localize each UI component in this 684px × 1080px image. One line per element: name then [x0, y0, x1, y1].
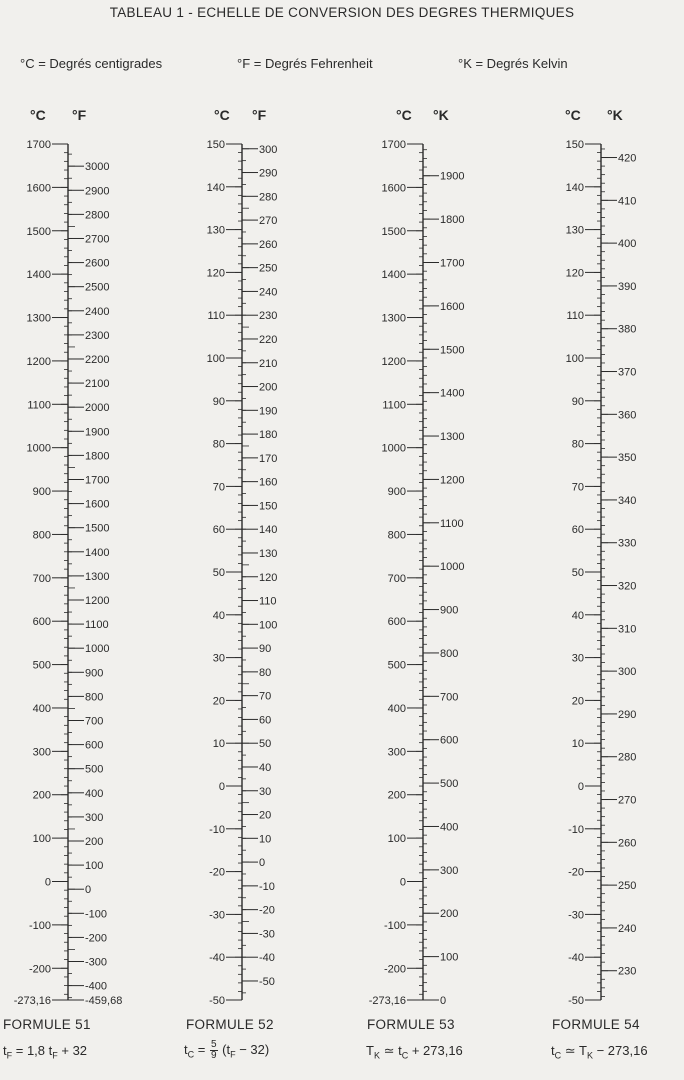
scale-4-left-label: 150	[565, 139, 584, 151]
scale-1-right-label: 2800	[85, 209, 110, 222]
scale-4-right-label: 330	[618, 537, 637, 550]
scale-3-left-label: 1200	[381, 355, 406, 368]
scale-3-left-label: 1600	[381, 182, 406, 195]
scale-3-left-label: 700	[387, 572, 406, 585]
scale-2-right-label: 20	[259, 809, 272, 822]
scale-2-left-label: 40	[212, 609, 225, 622]
scale-1-right-label: 2200	[85, 353, 110, 366]
scale-3-right-label: 1800	[440, 214, 465, 227]
scale-1-left-label: -273,16	[13, 995, 51, 1007]
scale-1-right-label: 2500	[85, 281, 110, 294]
formula-52-name: FORMULE 52	[186, 1017, 274, 1032]
scale-4-right-label: 270	[618, 794, 637, 807]
formula-51-equation: $t_F = 1,8$ $t_F + 32$	[3, 1043, 88, 1061]
scale-3-left-label: 1000	[381, 442, 406, 455]
scale-1-left-label: 200	[32, 789, 51, 802]
scale-1-left-label: 600	[32, 616, 51, 629]
scale-2-right-label: 250	[259, 262, 278, 275]
scale-1-left-label: 900	[32, 486, 51, 499]
scale-2-right-label: 100	[259, 619, 278, 632]
scale4-left-unit: °C	[565, 107, 581, 123]
scale-2-left-label: 140	[206, 181, 225, 194]
scale-3-right-label: 200	[440, 908, 459, 921]
formula-53-equation: $T_K$ ≃ $t_C + 273,16$	[366, 1043, 463, 1061]
scale-2-right-label: 70	[259, 690, 272, 703]
scale-2-left-label: 50	[212, 567, 225, 579]
scale-4-right-label: 380	[618, 323, 637, 336]
scale-2-left-label: 110	[207, 310, 225, 323]
scale-3-right-label: 500	[440, 778, 459, 791]
scale-4-left-label: 50	[571, 567, 584, 579]
scale-2-right-label: 50	[259, 738, 272, 751]
scale-2-right-label: 150	[259, 500, 278, 513]
scale4-right-unit: °K	[607, 107, 623, 123]
scale-1-left-label: 1200	[26, 355, 51, 368]
scale-3-right-label: 400	[440, 821, 459, 834]
scale-1-left-label: 1000	[26, 442, 51, 455]
scale-2-right-label: 60	[259, 714, 272, 727]
scale-3-left-label: 1100	[382, 399, 406, 412]
scale-2-right-label: 240	[259, 286, 278, 299]
scale-4-left-label: 60	[571, 524, 584, 537]
scale-2-left-label: 70	[212, 481, 225, 494]
scale-3-right-label: 900	[440, 604, 459, 617]
scale-4-left-label: 70	[571, 481, 584, 494]
scale-2-right-label: 290	[259, 167, 278, 180]
scale-1-right-label: 3000	[85, 161, 110, 174]
scale-1-left-label: 100	[32, 833, 51, 846]
scale-3-left-label: -200	[383, 963, 406, 976]
scale-3-right-label: 700	[440, 691, 459, 704]
scale-1-left-label: 700	[32, 572, 51, 585]
scale-1-right-label: 400	[85, 787, 104, 800]
scale-2-right-label: 190	[259, 405, 278, 418]
scale-1-left-label: -100	[28, 919, 51, 932]
scale-1-right-label: 0	[85, 884, 92, 897]
scale-1-right-label: 2300	[85, 329, 110, 342]
scale-1-right-label: 1000	[85, 643, 110, 656]
scale-3-right-label: 1100	[440, 517, 464, 530]
legend-fahrenheit: °F = Degrés Fehrenheit	[237, 56, 373, 71]
scale-1-right-label: 1600	[85, 498, 110, 511]
scale-3-right-label: 600	[440, 734, 459, 747]
scale-1-right-label: 1400	[85, 546, 110, 559]
scale-2-right-label: 160	[259, 476, 278, 489]
page-title: TABLEAU 1 - ECHELLE DE CONVERSION DES DEGRES THERMIQUES	[109, 5, 575, 20]
scale-4-right-label: 250	[618, 880, 637, 893]
scale-1-left-label: 1700	[26, 139, 51, 151]
scale-1-right-label: -400	[85, 980, 108, 993]
scale-1-right-label: 1200	[85, 594, 110, 607]
scale1-right-unit: °F	[72, 107, 87, 123]
legend-celsius: °C = Degrés centigrades	[20, 56, 163, 71]
scale-4-right-label: 360	[618, 409, 637, 422]
scale-2-right-label: 260	[259, 238, 278, 251]
scale-2-right-label: 140	[259, 524, 278, 537]
formula-54-name: FORMULE 54	[552, 1017, 640, 1032]
scale-1-right-label: -100	[85, 908, 108, 921]
scale-2-right-label: -10	[259, 880, 275, 893]
scale-3-right-label: 0	[440, 995, 447, 1007]
scale-3-right-label: 1700	[440, 257, 465, 270]
scale-4-right-label: 420	[618, 152, 637, 165]
scale-4-right-label: 230	[618, 965, 637, 978]
scale-1-right-label: 1100	[85, 619, 109, 632]
scale-4-left-label: 10	[571, 738, 584, 751]
scale3-left-unit: °C	[396, 107, 412, 123]
formula-52-equation: $t_C$ = $\frac{5}{9}$ $(t_F - 32)$	[184, 1039, 270, 1061]
scale-1-left-label: 1600	[26, 182, 51, 195]
scale-3-right-label: 1500	[440, 344, 465, 357]
scale-4-left-label: 110	[566, 310, 584, 323]
scale-3-left-label: 200	[387, 789, 406, 802]
scale-2-right-label: -30	[259, 928, 275, 941]
scale-1-right-label: -200	[85, 932, 108, 945]
scale-1-right-label: 500	[85, 763, 104, 776]
scale-2-right-label: 120	[259, 571, 278, 584]
scale-2-right-label: 0	[259, 857, 266, 870]
scale-1-right-label: 2000	[85, 402, 110, 415]
scale-2-left-label: 130	[206, 224, 225, 237]
scale-1-right-label: 600	[85, 739, 104, 752]
scale-2-left-label: 20	[212, 695, 225, 708]
scale-2-left-label: 0	[218, 781, 225, 793]
scale-3-right-label: 100	[440, 951, 459, 964]
scale-1-left-label: 1100	[27, 399, 51, 412]
scale-3-right-label: 300	[440, 864, 459, 877]
scale-3-left-label: 800	[387, 529, 406, 542]
scale-4-right-label: 390	[618, 280, 637, 293]
scale-1-right-label: 100	[85, 860, 104, 873]
scale-1-right-label: 1300	[85, 570, 110, 583]
scale-2-right-label: -20	[259, 904, 275, 917]
scale-4-right-label: 280	[618, 751, 637, 764]
scale-2-right-label: 300	[259, 143, 278, 156]
scale-4-right-label: 340	[618, 494, 637, 507]
scale-3-left-label: 1300	[381, 312, 406, 325]
scale-1-right-label: 2700	[85, 233, 110, 246]
formula-53-name: FORMULE 53	[367, 1017, 455, 1032]
scale-2-left-label: 80	[212, 438, 225, 451]
scale-1-right-label: -300	[85, 956, 108, 969]
scale-3-left-label: 100	[387, 833, 406, 846]
scale-4-left-label: 120	[565, 267, 584, 280]
scale-1-right-label: 1900	[85, 426, 110, 439]
scale-4-right-label: 290	[618, 708, 637, 721]
scale-2-left-label: 150	[206, 139, 225, 151]
scale-2-right-label: 220	[259, 333, 278, 346]
scale-3-left-label: -273,16	[368, 995, 406, 1007]
scale-1-left-label: 1400	[26, 269, 51, 282]
scale-4-right-label: 320	[618, 580, 637, 593]
scale-3-left-label: 1400	[381, 269, 406, 282]
scale-3-left-label: 900	[387, 486, 406, 499]
scale-1-right-label: 1500	[85, 522, 110, 535]
scale2-left-unit: °C	[214, 107, 230, 123]
scale-2-left-label: -10	[209, 823, 225, 836]
scale-2-right-label: 170	[259, 452, 278, 465]
scale-4-right-label: 370	[618, 366, 637, 379]
scale-3-right-label: 1300	[440, 431, 465, 444]
scale-3-left-label: 0	[399, 876, 406, 889]
scale-4-right-label: 310	[618, 623, 637, 636]
scale-4-right-label: 240	[618, 922, 637, 935]
scale-3-right-label: 1000	[440, 561, 465, 574]
scale2-right-unit: °F	[252, 107, 267, 123]
scale-3-left-label: 500	[387, 659, 406, 672]
scale-1-right-label: 2900	[85, 185, 110, 198]
scale-1-left-label: -200	[28, 963, 51, 976]
scale-3-left-label: 1500	[381, 225, 406, 238]
scale-1-right-label: 900	[85, 667, 104, 680]
scale-4-left-label: 90	[571, 395, 584, 408]
scale-4-left-label: 80	[571, 438, 584, 451]
scale-4-left-label: 130	[565, 224, 584, 237]
scale-2-left-label: -50	[209, 995, 225, 1007]
scale-1-left-label: 0	[44, 876, 51, 889]
scale-2-right-label: 30	[259, 785, 272, 798]
scale-3-left-label: 1700	[381, 139, 406, 151]
formula-54-equation: $t_C$ ≃ $T_K - 273,16$	[551, 1043, 648, 1061]
scale-2-right-label: 270	[259, 215, 278, 228]
scale-2-right-label: 130	[259, 547, 278, 560]
scale-3-right-label: 800	[440, 647, 459, 660]
scale-3-right-label: 1900	[440, 170, 465, 183]
scale-2-right-label: 210	[259, 357, 278, 370]
scale-4-right-label: 400	[618, 238, 637, 251]
scale-4-left-label: -40	[568, 952, 584, 965]
scale-4-left-label: 40	[571, 609, 584, 622]
scale-2-left-label: 10	[212, 738, 225, 751]
scale-2-right-label: 180	[259, 429, 278, 442]
scale-4-right-label: 300	[618, 666, 637, 679]
fraction-5-9: $\frac{5}{9}$	[210, 1039, 217, 1061]
scale-2-right-label: 90	[259, 643, 272, 656]
scale-2-left-label: 100	[206, 353, 225, 365]
scale-4-left-label: -50	[568, 995, 584, 1007]
scale-1-right-label: 1800	[85, 450, 110, 463]
scale-2-left-label: -30	[209, 909, 225, 922]
scale-2-right-label: 280	[259, 191, 278, 204]
legend-kelvin: °K = Degrés Kelvin	[458, 56, 568, 71]
scale-2-left-label: -40	[209, 952, 225, 965]
scale-4-left-label: -10	[568, 823, 584, 836]
scale-1-left-label: 300	[32, 746, 51, 759]
scale-1-left-label: 800	[32, 529, 51, 542]
scale-2-left-label: 30	[212, 652, 225, 665]
scale-2-right-label: -50	[259, 975, 275, 988]
scale-4-left-label: 30	[571, 652, 584, 665]
scale-2-left-label: 60	[212, 524, 225, 537]
scale-1-left-label: 500	[32, 659, 51, 672]
scale-1-right-label: 800	[85, 691, 104, 704]
scale-3-left-label: 600	[387, 616, 406, 629]
scale-1-left-label: 1300	[26, 312, 51, 325]
scale-1-right-label: 200	[85, 836, 104, 849]
scale-1-right-label: 2100	[85, 378, 110, 391]
scale-4-left-label: 20	[571, 695, 584, 708]
scale-1-right-label: -459,68	[85, 994, 123, 1007]
scale-1-right-label: 1700	[85, 474, 110, 487]
scale-4-right-label: 260	[618, 837, 637, 850]
scale-4-left-label: -30	[568, 909, 584, 922]
scale-2-right-label: 110	[259, 595, 277, 608]
scale-3-left-label: 400	[387, 702, 406, 715]
scale-4-right-label: 350	[618, 452, 637, 465]
scale-2-left-label: 90	[212, 395, 225, 408]
scale-4-left-label: 0	[577, 781, 584, 793]
scale-2-right-label: 200	[259, 381, 278, 394]
scale-3-left-label: -100	[383, 919, 406, 932]
formula-51-name: FORMULE 51	[3, 1017, 91, 1032]
scale-2-left-label: -20	[209, 866, 225, 879]
scale-1-right-label: 700	[85, 715, 104, 728]
scale-1-right-label: 2400	[85, 305, 110, 318]
scale-3-right-label: 1400	[440, 387, 465, 400]
scale-3-left-label: 300	[387, 746, 406, 759]
scale-2-right-label: 40	[259, 761, 272, 774]
scale-1-right-label: 300	[85, 811, 104, 824]
scale3-right-unit: °K	[433, 107, 449, 123]
scale-4-left-label: -20	[568, 866, 584, 879]
scale-4-left-label: 100	[565, 353, 584, 365]
scale-4-left-label: 140	[565, 181, 584, 194]
scale-1-left-label: 1500	[26, 225, 51, 238]
scale-3-right-label: 1600	[440, 300, 465, 313]
scale-2-left-label: 120	[206, 267, 225, 280]
scale-2-right-label: 10	[259, 833, 272, 846]
scale-2-right-label: 230	[259, 310, 278, 323]
scale-3-right-label: 1200	[440, 474, 465, 487]
scale-1-right-label: 2600	[85, 257, 110, 270]
scale1-left-unit: °C	[30, 107, 46, 123]
scale-1-left-label: 400	[32, 702, 51, 715]
scale-2-right-label: 80	[259, 666, 272, 679]
scale-4-right-label: 410	[618, 195, 637, 208]
scale-2-right-label: -40	[259, 952, 275, 965]
